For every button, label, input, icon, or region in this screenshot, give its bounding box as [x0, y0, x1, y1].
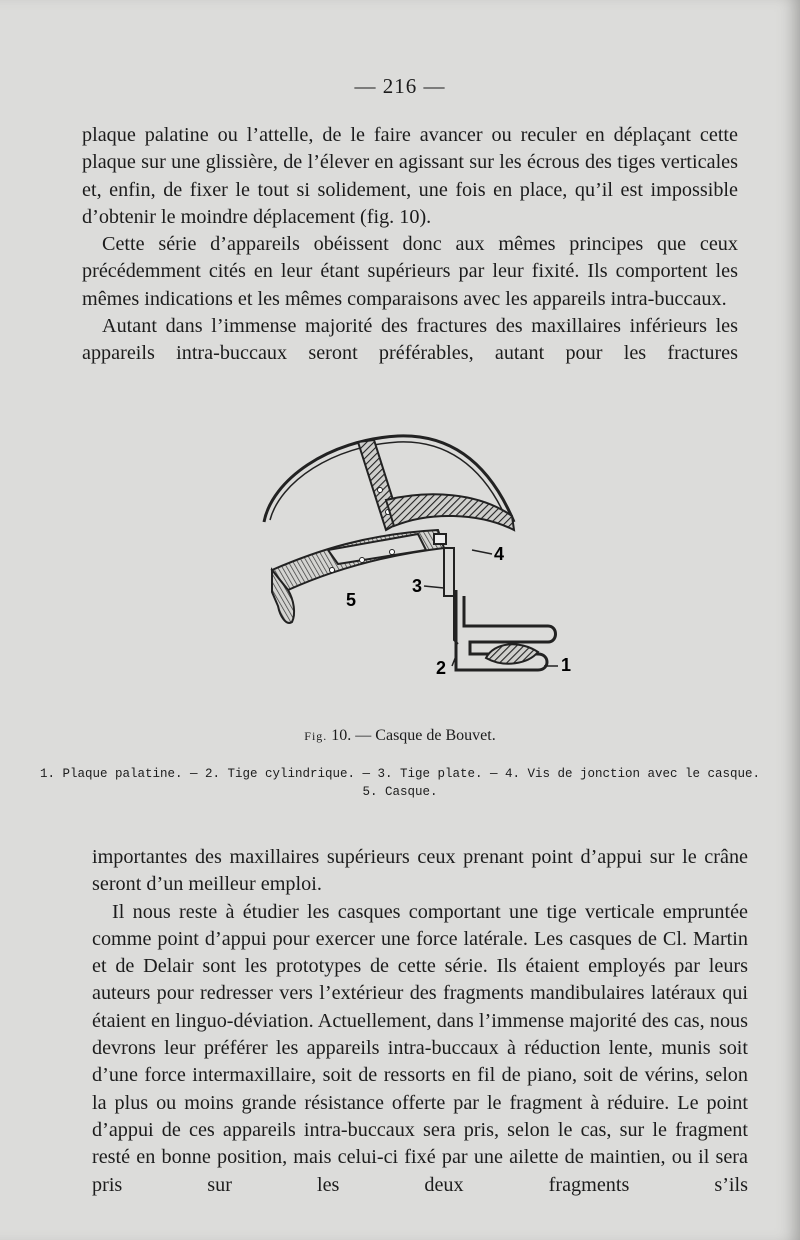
text-block-bottom: [92, 844, 748, 1199]
helmet-illustration: [258, 430, 578, 690]
paragraph: Il nous reste à étudier les casques comportant une tige verticale empruntée comme point d’appui pour exercer une force latérale. Les casques de Cl. Martin et de Delair sont les prototypes de cette série. Ils étaient employés par leurs auteurs pour redresser vers l’extérieur des fragments mandibulaires latéraux qui étaient en linguo-déviation. Actuellement, dans l’immense majorité des cas, nous devrons leur préférer les appareils intra-buccaux à réduction lente, munis soit d’une force intermaxillaire, soit de ressorts en fil de piano, soit de vérins, selon la plus ou moins grande résistance offerte par le fragment à réduire. Le point d’appui de ces appareils intra-buccaux sera pris, selon le cas, sur le fragment resté en bonne position, mais celui-ci fixé par une ailette de maintien, ou il sera pris sur les deux fragments s’ils: [92, 900, 748, 1196]
figure-legend-line: 5. Casque.: [362, 785, 438, 799]
figure-caption: [0, 727, 800, 745]
figure-casque-de-bouvet: [258, 430, 578, 690]
figure-label-3: 3: [412, 576, 423, 596]
figure-label-2: 2: [436, 658, 447, 678]
paragraph: importantes des maxillaires supérieurs ceux prenant point d’appui sur le crâne seront d’un meilleur emploi.: [92, 846, 748, 896]
text-block-top: [82, 122, 738, 368]
figure-label-5: 5: [346, 590, 357, 610]
figure-label-4: 4: [494, 544, 505, 564]
paragraph: Cette série d’appareils obéissent donc aux mêmes principes que ceux précédemment cités en leur étant supérieurs par leur fixité. Ils comportent les mêmes indications et les mêmes comparaisons avec les appareils intra-buccaux.: [82, 233, 738, 310]
paragraph: Autant dans l’immense majorité des fractures des maxillaires inférieurs les appareils intra-buccaux seront préférables, autant pour les fractures: [82, 315, 738, 365]
figure-caption-prefix: Fig.: [304, 729, 328, 743]
paragraph: plaque palatine ou l’attelle, de le faire avancer ou reculer en déplaçant cette plaque sur une glissière, de l’élever en agissant sur les écrous des tiges verticales et, enfin, de fixer le tout si solidement, une fois en place, qu’il est impossible d’obtenir le moindre déplacement (fig. 10).: [82, 124, 738, 228]
figure-caption-text: 10. — Casque de Bouvet.: [327, 727, 496, 744]
figure-legend-line: 1. Plaque palatine. — 2. Tige cylindrique. — 3. Tige plate. — 4. Vis de jonction avec le casque.: [39, 767, 761, 781]
figure-label-1: 1: [561, 655, 572, 675]
figure-legend: [0, 765, 800, 801]
page-number: — 216 —: [354, 74, 446, 98]
